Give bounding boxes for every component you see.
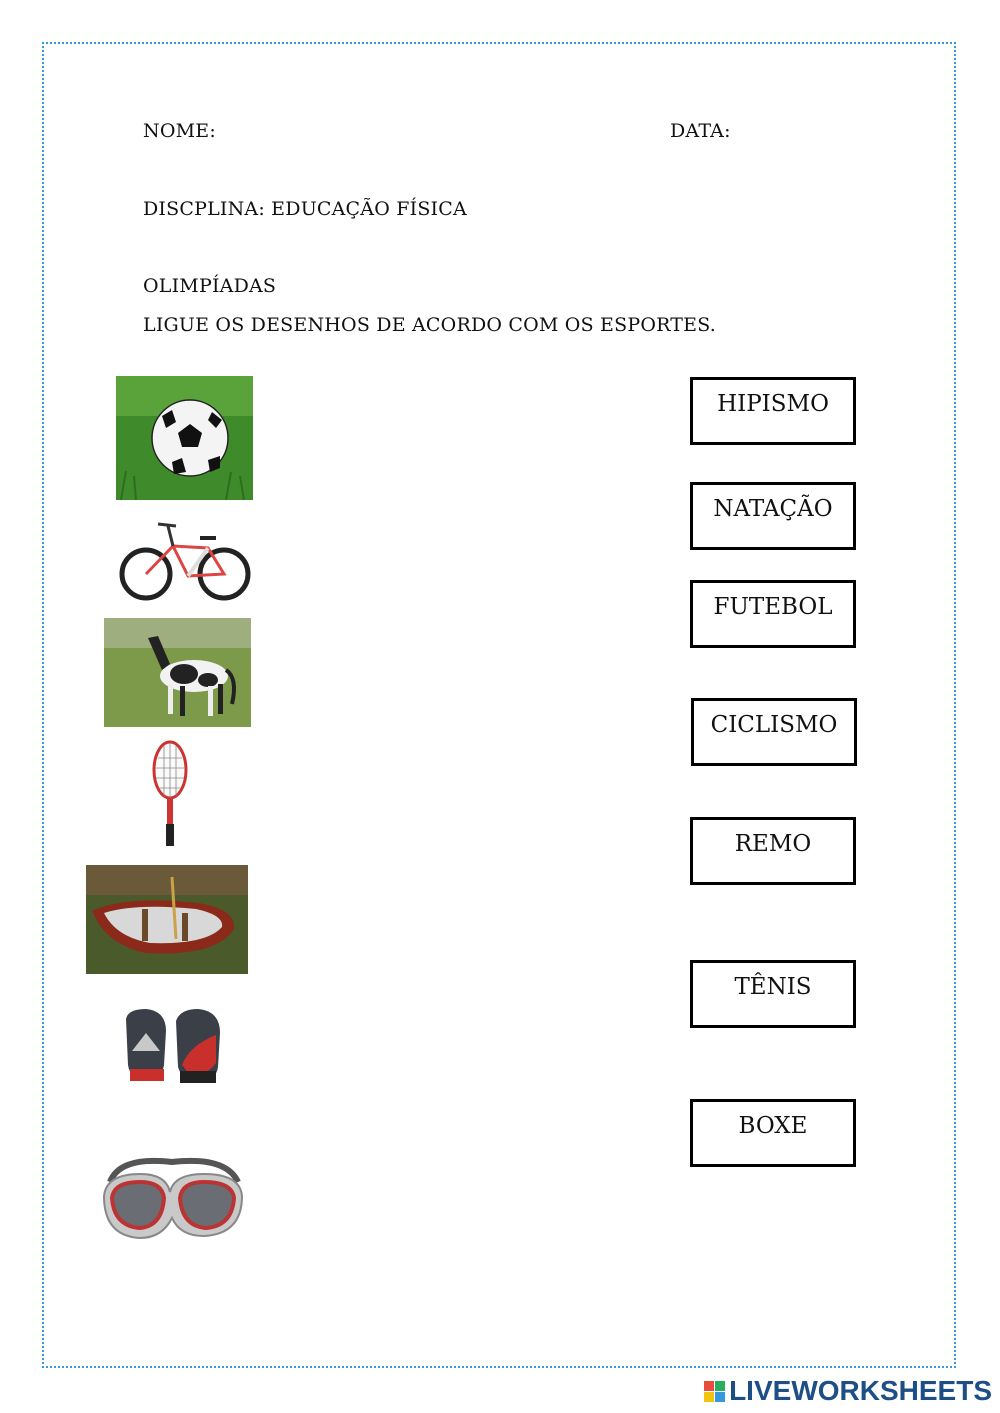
- tennis-racket-icon[interactable]: [148, 740, 192, 848]
- horse-icon[interactable]: [104, 618, 251, 727]
- topic-title: OLIMPÍADAS: [143, 275, 277, 297]
- rowing-boat-icon[interactable]: [86, 865, 248, 974]
- brand-logo-icon: [704, 1381, 725, 1402]
- sport-box-hipismo[interactable]: HIPISMO: [690, 377, 856, 445]
- sport-box-tenis[interactable]: TÊNIS: [690, 960, 856, 1028]
- sport-box-futebol[interactable]: FUTEBOL: [690, 580, 856, 648]
- sport-box-remo[interactable]: REMO: [690, 817, 856, 885]
- sport-box-ciclismo[interactable]: CICLISMO: [691, 698, 857, 766]
- bicycle-icon[interactable]: [118, 516, 252, 606]
- soccer-ball-icon[interactable]: [116, 376, 253, 500]
- discipline-label: DISCPLINA: EDUCAÇÃO FÍSICA: [143, 198, 467, 220]
- instruction-text: LIGUE OS DESENHOS DE ACORDO COM OS ESPORTES.: [143, 314, 716, 336]
- sport-box-natacao[interactable]: NATAÇÃO: [690, 482, 856, 550]
- sport-box-boxe[interactable]: BOXE: [690, 1099, 856, 1167]
- swim-goggles-icon[interactable]: [100, 1152, 246, 1250]
- liveworksheets-logo: [704, 1375, 992, 1407]
- brand-name: LIVEWORKSHEETS: [729, 1375, 992, 1406]
- boxing-gloves-icon[interactable]: [120, 1005, 226, 1089]
- date-label: DATA:: [670, 120, 731, 142]
- name-label: NOME:: [143, 120, 216, 142]
